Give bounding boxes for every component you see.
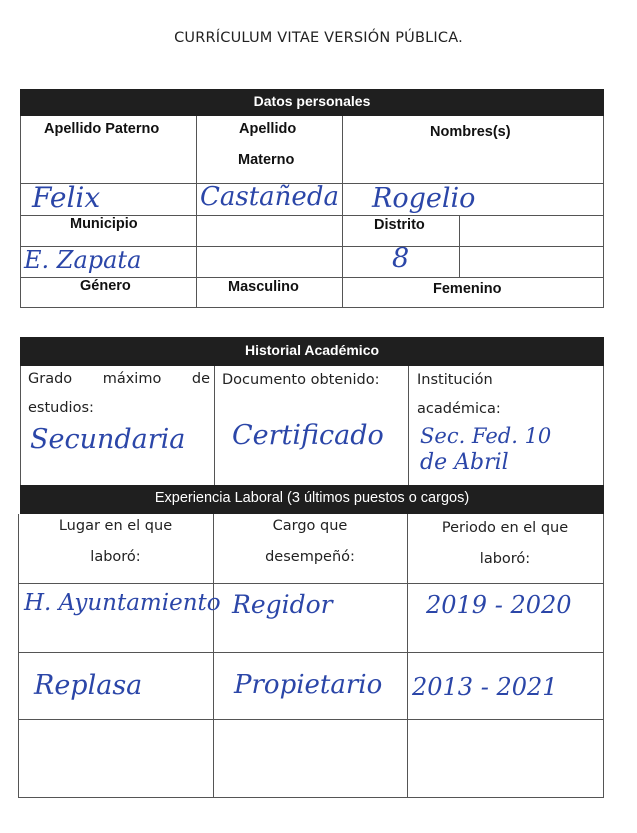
divider bbox=[18, 583, 604, 584]
divider bbox=[196, 116, 197, 307]
label-municipio: Municipio bbox=[70, 216, 138, 232]
divider bbox=[408, 366, 409, 485]
academic-section-header: Historial Académico bbox=[20, 337, 604, 366]
divider bbox=[603, 514, 604, 798]
label-apellido-paterno: Apellido Paterno bbox=[44, 121, 160, 137]
label-lugar-line1: Lugar en el que bbox=[58, 518, 173, 534]
divider bbox=[20, 366, 21, 485]
divider bbox=[603, 366, 604, 485]
value-periodo-row1: 2019 - 2020 bbox=[426, 591, 572, 619]
value-institucion-line2: de Abril bbox=[420, 450, 509, 475]
label-institucion-line2: académica: bbox=[417, 401, 501, 417]
label-grado-line2: estudios: bbox=[28, 400, 94, 416]
value-institucion-line1: Sec. Fed. 10 bbox=[420, 424, 552, 448]
label-apellido-materno-line2: Materno bbox=[238, 152, 295, 168]
value-documento: Certificado bbox=[232, 420, 384, 451]
divider bbox=[214, 366, 215, 485]
personal-section-header: Datos personales bbox=[20, 89, 604, 116]
divider bbox=[459, 215, 460, 277]
label-cargo-line2: desempeñó: bbox=[265, 549, 355, 565]
divider bbox=[20, 307, 604, 308]
value-apellido-paterno: Felix bbox=[32, 181, 101, 214]
value-lugar-row2: Replasa bbox=[34, 670, 143, 701]
label-nombres: Nombres(s) bbox=[430, 124, 511, 140]
value-cargo-row1: Regidor bbox=[232, 590, 333, 619]
label-institucion-line1: Institución bbox=[417, 372, 493, 388]
label-distrito: Distrito bbox=[374, 217, 425, 233]
label-cargo-line1: Cargo que bbox=[272, 518, 348, 534]
document-title: CURRÍCULUM VITAE VERSIÓN PÚBLICA. bbox=[174, 30, 463, 46]
value-municipio: E. Zapata bbox=[24, 246, 142, 274]
divider bbox=[20, 116, 21, 307]
value-periodo-row2: 2013 - 2021 bbox=[412, 673, 558, 701]
value-cargo-row2: Propietario bbox=[234, 670, 383, 700]
label-documento: Documento obtenido: bbox=[222, 372, 380, 388]
label-genero: Género bbox=[80, 278, 131, 294]
label-masculino: Masculino bbox=[228, 279, 299, 295]
divider bbox=[18, 719, 604, 720]
label-periodo-line2: laboró: bbox=[479, 551, 531, 567]
experience-section-header: Experiencia Laboral (3 últimos puestos o cargos) bbox=[20, 485, 604, 514]
value-distrito: 8 bbox=[392, 243, 410, 274]
value-nombres: Rogelio bbox=[372, 183, 476, 214]
label-grado-line1: Grado máximo de bbox=[28, 371, 210, 387]
label-periodo-line1: Periodo en el que bbox=[441, 520, 569, 536]
label-femenino: Femenino bbox=[433, 281, 502, 297]
divider bbox=[18, 797, 604, 798]
value-lugar-row1: H. Ayuntamiento bbox=[24, 590, 221, 616]
value-grado: Secundaria bbox=[30, 424, 186, 455]
label-lugar-line2: laboró: bbox=[90, 549, 141, 565]
divider bbox=[603, 116, 604, 307]
value-apellido-materno: Castañeda bbox=[200, 182, 339, 212]
label-apellido-materno-line1: Apellido bbox=[239, 121, 297, 137]
divider bbox=[342, 116, 343, 307]
divider bbox=[18, 652, 604, 653]
